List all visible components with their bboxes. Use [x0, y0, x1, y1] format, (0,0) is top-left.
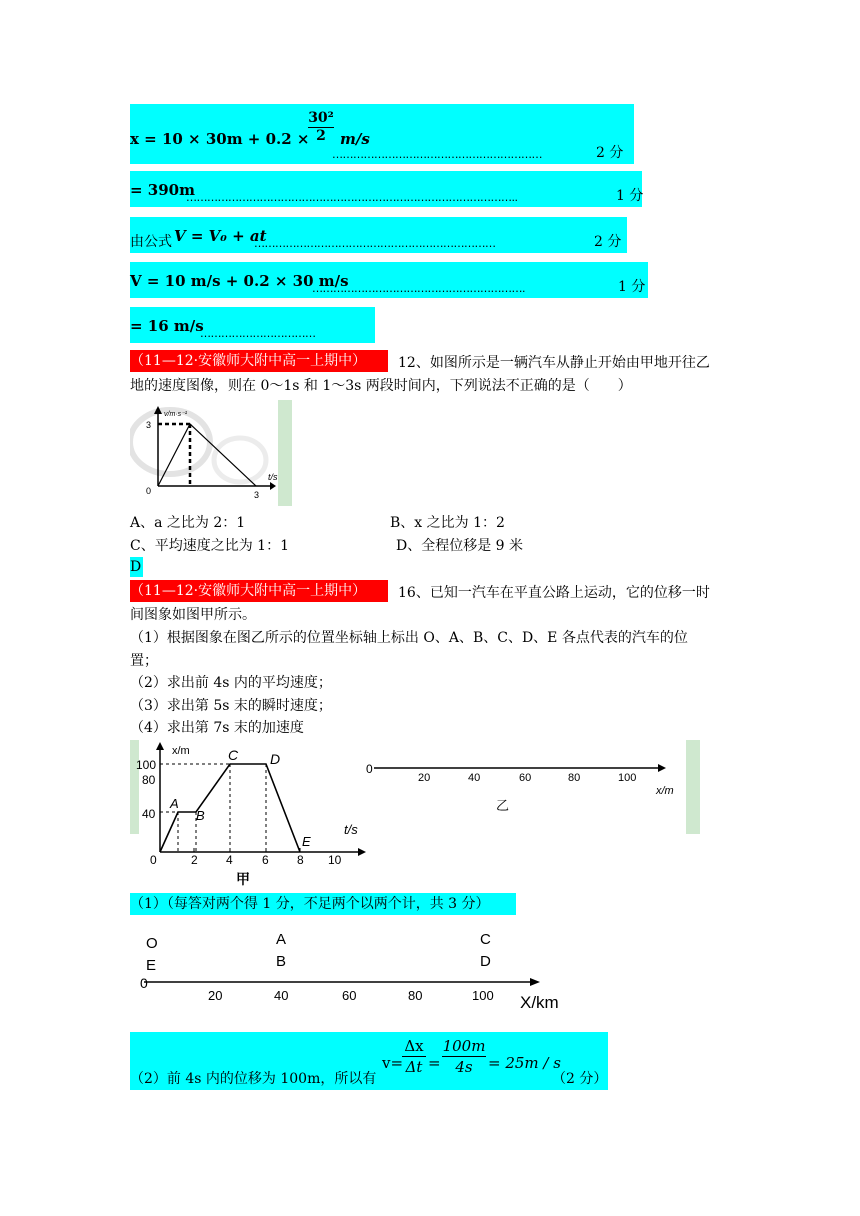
formula-v: V = V₀ + at [174, 227, 267, 245]
answer-tick-60: 60 [342, 988, 357, 1003]
yi-origin: 0 [366, 762, 373, 776]
mark-c: C [480, 931, 491, 948]
mark-e: E [146, 957, 157, 974]
q16-item-1-cont: 置； [130, 653, 158, 669]
leader-dots: ………………………………………………………………………………….. [186, 191, 518, 204]
jia-x-label: t/s [344, 822, 358, 837]
point-b: B [196, 808, 205, 823]
yi-tick-60: 60 [519, 772, 532, 784]
mark-o: O [146, 935, 158, 952]
yi-tick-20: 20 [418, 772, 431, 784]
jia-y-tick-100: 100 [136, 758, 157, 772]
point-c: C [228, 747, 239, 763]
option-b: B、x 之比为 1：2 [390, 515, 505, 531]
x-axis-label: t/s [268, 472, 278, 482]
jia-x-tick-4: 4 [226, 853, 233, 867]
answer-tick-80: 80 [408, 988, 423, 1003]
caption-jia: 甲 [236, 871, 250, 887]
jia-x-tick-10: 10 [328, 853, 342, 867]
formula-v-calc: V = 10 m/s + 0.2 × 30 m/s [130, 272, 349, 290]
q12-stem-line2: 地的速度图像，则在 0～1s 和 1～3s 两段时间内，下列说法不正确的是（ ） [130, 378, 632, 394]
point-d: D [270, 751, 281, 767]
caption-yi: 乙 [496, 798, 510, 813]
frac-100m-4s [442, 1036, 486, 1077]
y-axis-label: v/m·s⁻¹ [164, 411, 188, 418]
q16-stem-line2: 间图象如图甲所示。 [130, 607, 256, 623]
answer-2-v: v= [382, 1054, 404, 1072]
answer-q12: D [130, 559, 142, 575]
solution-line-4 [130, 262, 648, 298]
displacement-graph-svg [130, 740, 700, 888]
jia-x-tick-6: 6 [262, 853, 269, 867]
yi-tick-100: 100 [618, 772, 637, 784]
q16-stem-line1: 16、已知一汽车在平直公路上运动，它的位移一时 [398, 585, 710, 601]
formula-16: = 16 m/s [130, 317, 204, 335]
formula-unit: m/s [340, 130, 370, 148]
jia-x-tick-2: 2 [191, 853, 198, 867]
figure-jia-yi [130, 740, 700, 888]
frac-dt: Δt [405, 1058, 423, 1076]
point-e: E [302, 834, 311, 849]
q16-item-3: （3）求出第 5s 末的瞬时速度； [130, 698, 332, 714]
formula-fraction [306, 110, 336, 144]
option-c: C、平均速度之比为 1：1 [130, 538, 289, 554]
answer-1-label: （1）（每答对两个得 1 分，不足两个以两个计，共 3 分） [130, 893, 516, 915]
frac-dx-dt [402, 1036, 426, 1077]
solution-line-1 [130, 104, 634, 164]
leader-dots: …………………………………………………… [332, 148, 542, 161]
answer-2-result: = 25m / s [488, 1054, 561, 1072]
option-d: D、全程位移是 9 米 [396, 538, 524, 554]
q12-stem-line1: 12、如图所示是一辆汽车从静止开始由甲地开往乙 [398, 355, 710, 371]
y-tick-3: 3 [146, 420, 152, 430]
jia-y-tick-80: 80 [142, 773, 156, 787]
score: 1 分 [616, 188, 644, 204]
fraction-numerator: 30² [308, 110, 334, 126]
answer-axis-svg [130, 922, 580, 1014]
mark-d: D [480, 953, 491, 970]
origin-label: 0 [146, 486, 152, 496]
answer-tick-20: 20 [208, 988, 223, 1003]
yi-tick-40: 40 [468, 772, 481, 784]
option-a: A、a 之比为 2：1 [130, 515, 246, 531]
answer-1-axis [130, 922, 580, 1014]
answer-2-text: （2）前 4s 内的位移为 100m，所以有 [130, 1071, 377, 1087]
frac-dx: Δx [404, 1037, 424, 1055]
fraction-denominator: 2 [316, 128, 326, 144]
velocity-time-graph [130, 400, 292, 506]
answer-2-row: （2）前 4s 内的位移为 100m，所以有 v= Δx Δt = 100m 4s = 25m / s （2 分） [130, 1032, 608, 1090]
text-by-formula: 由公式 [130, 234, 172, 250]
score: 2 分 [594, 234, 622, 250]
mark-a: A [276, 931, 287, 948]
formula-x-prefix: x = 10 × 30m + 0.2 × [130, 130, 310, 148]
frac-num: 100m [442, 1037, 486, 1055]
mark-b: B [276, 953, 287, 970]
x-tick-3: 3 [254, 490, 260, 500]
point-a: A [170, 796, 179, 811]
answer-origin: 0 [140, 975, 148, 991]
q16-item-4: （4）求出第 7s 末的加速度 [130, 720, 304, 736]
answer-tick-40: 40 [274, 988, 289, 1003]
score: 2 分 [596, 145, 624, 161]
jia-x-tick-0: 0 [150, 853, 157, 867]
solution-line-2 [130, 171, 642, 207]
vt-graph-svg [130, 400, 292, 506]
source-tag-q12: （11—12·安徽师大附中高一上期中） [130, 350, 388, 372]
yi-tick-80: 80 [568, 772, 581, 784]
answer-2-score: （2 分） [552, 1071, 608, 1087]
score: 1 分 [618, 279, 646, 295]
solution-line-5 [130, 307, 375, 343]
jia-x-tick-8: 8 [297, 853, 304, 867]
leader-dots: ……………………………………………………. [312, 282, 525, 295]
leader-dots: …………………………… [200, 327, 316, 340]
q16-item-1: （1）根据图象在图乙所示的位置坐标轴上标出 O、A、B、C、D、E 各点代表的汽车的位 [130, 630, 688, 646]
leader-dots: …………………………………………………………… [254, 237, 496, 250]
q16-item-2: （2）求出前 4s 内的平均速度； [130, 675, 332, 691]
answer-tick-100: 100 [472, 988, 494, 1003]
jia-y-label: x/m [172, 745, 190, 757]
frac-den: 4s [455, 1058, 473, 1076]
source-tag-q16: （11—12·安徽师大附中高一上期中） [130, 580, 388, 602]
formula-390: = 390m [130, 181, 195, 199]
answer-unit: X/km [520, 993, 559, 1012]
solution-line-3 [130, 217, 627, 253]
jia-y-tick-40: 40 [142, 807, 156, 821]
yi-unit: x/m [656, 785, 674, 797]
